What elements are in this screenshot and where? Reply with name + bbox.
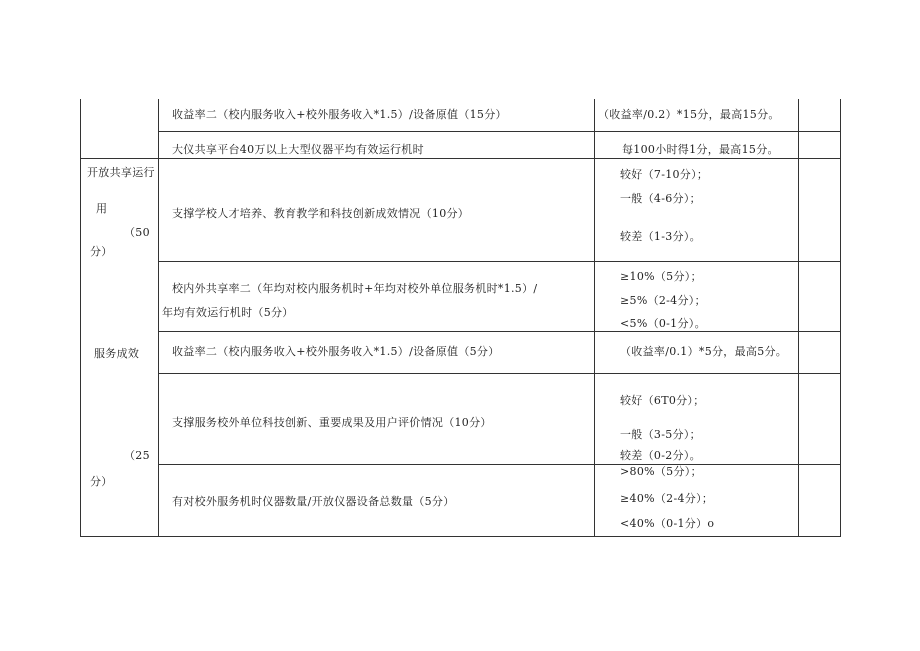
- category-label: 开放共享运行: [87, 166, 155, 179]
- indicator-text: 有对校外服务机时仪器数量/开放仪器设备总数量（5分）: [172, 495, 455, 508]
- category-score: 分）: [90, 245, 113, 258]
- scoring-text: >80%（5分）；: [620, 465, 702, 478]
- scoring-text: 一般（4-6分）；: [620, 192, 701, 205]
- indicator-text: 收益率二（校内服务收入+校外服务收入*1.5）/设备原值（5分）: [172, 345, 500, 358]
- scoring-text: （收益率/0.2）*15分，最高15分。: [598, 108, 780, 121]
- scoring-text: <40%（0-1分）o: [620, 517, 715, 530]
- scoring-text: 每100小时得1分，最高15分。: [622, 143, 779, 156]
- table-rule: [80, 99, 81, 537]
- scoring-text: 较差（0-2分）。: [620, 449, 701, 462]
- scoring-text: ≥40%（2-4分）；: [620, 492, 714, 505]
- table-rule: [80, 536, 841, 537]
- scoring-text: （收益率/0.1）*5分，最高5分。: [620, 345, 788, 358]
- category-label: 服务成效: [94, 347, 140, 360]
- table-rule: [159, 373, 841, 374]
- category-score: （25: [124, 449, 150, 462]
- table-rule: [159, 261, 841, 262]
- indicator-text: 支撑学校人才培养、教育教学和科技创新成效情况（10分）: [172, 207, 470, 220]
- category-score: （50: [124, 226, 150, 239]
- table-rule: [80, 158, 841, 159]
- table-rule: [840, 99, 841, 537]
- table-rule: [798, 99, 799, 537]
- table-rule: [159, 131, 841, 132]
- indicator-text: 收益率二（校内服务收入+校外服务收入*1.5）/设备原值（15分）: [172, 108, 507, 121]
- scoring-text: 较差（1-3分）。: [620, 230, 701, 243]
- table-rule: [159, 331, 841, 332]
- table-rule: [594, 99, 595, 537]
- category-score: 分）: [90, 475, 113, 488]
- scoring-text: 较好（6T0分）；: [620, 394, 705, 407]
- indicator-text: 年均有效运行机时（5分）: [162, 306, 294, 319]
- scoring-text: 较好（7-10分）；: [620, 168, 709, 181]
- scoring-text: ≥10%（5分）；: [620, 270, 702, 283]
- table-rule: [159, 464, 841, 465]
- scoring-text: 一般（3-5分）；: [620, 428, 701, 441]
- indicator-text: 支撑服务校外单位科技创新、重要成果及用户评价情况（10分）: [172, 416, 492, 429]
- category-label: 用: [96, 202, 108, 215]
- indicator-text: 校内外共享率二（年均对校内服务机时+年均对校外单位服务机时*1.5）/: [172, 282, 538, 295]
- scoring-text: <5%（0-1分）。: [620, 317, 706, 330]
- scoring-text: ≥5%（2-4分）；: [620, 294, 706, 307]
- table-rule: [158, 99, 159, 537]
- indicator-text: 大仪共享平台40万以上大型仪器平均有效运行机时: [172, 143, 424, 156]
